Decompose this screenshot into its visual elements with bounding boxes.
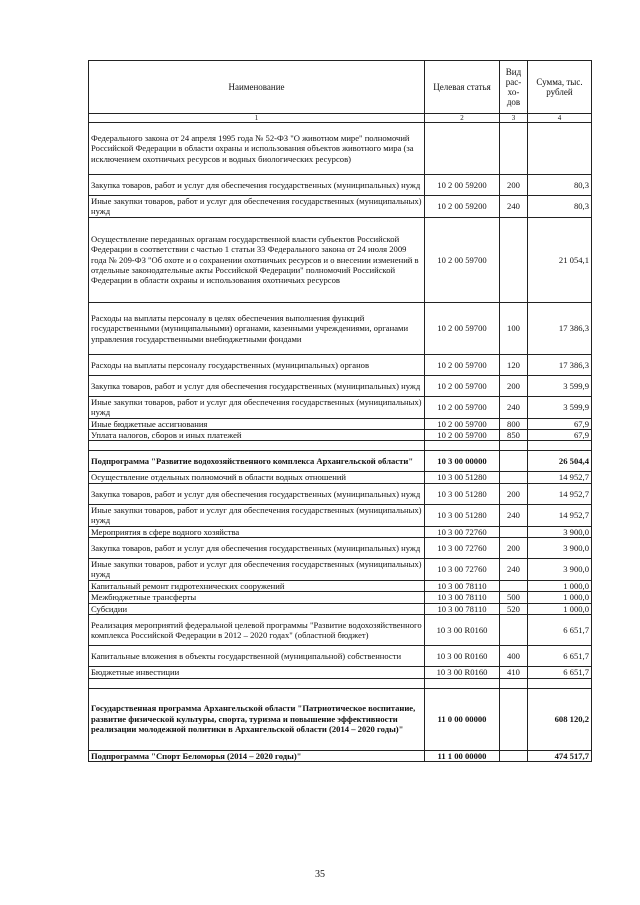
row-code: 10 2 00 59700	[425, 217, 500, 302]
table-row	[89, 646, 592, 667]
row-sum: 14 952,7	[528, 472, 592, 483]
row-sum: 14 952,7	[528, 504, 592, 526]
row-expense-type: 240	[500, 504, 528, 526]
row-code: 10 2 00 59700	[425, 375, 500, 396]
empty-cell	[89, 678, 425, 688]
table-row	[89, 750, 592, 761]
row-code: 10 3 00 51280	[425, 472, 500, 483]
empty-cell	[500, 678, 528, 688]
row-code: 10 3 00 72760	[425, 538, 500, 559]
row-code: 10 2 00 59700	[425, 302, 500, 354]
row-name: Иные закупки товаров, работ и услуг для обеспечения государственных (муниципальных) нужд	[89, 396, 425, 418]
row-expense-type: 800	[500, 418, 528, 429]
row-sum: 608 120,2	[528, 688, 592, 750]
row-code: 10 3 00 R0160	[425, 615, 500, 646]
row-expense-type	[500, 526, 528, 537]
empty-cell	[528, 678, 592, 688]
row-expense-type: 200	[500, 483, 528, 504]
row-code: 10 3 00 00000	[425, 451, 500, 472]
column-number-row	[89, 114, 592, 123]
row-name: Расходы на выплаты персоналу в целях обеспечения выполнения функций государственными (муниципальными) органами, казенными учреждениями, органами управления государственными внебюджетными фондами	[89, 302, 425, 354]
table-row	[89, 375, 592, 396]
table-header-row	[89, 61, 592, 114]
budget-table-body	[89, 61, 592, 762]
spacer-row	[89, 441, 592, 451]
row-expense-type: 410	[500, 667, 528, 678]
row-sum: 67,9	[528, 418, 592, 429]
table-row	[89, 559, 592, 581]
row-sum: 6 651,7	[528, 646, 592, 667]
row-name: Иные закупки товаров, работ и услуг для обеспечения государственных (муниципальных) нужд	[89, 559, 425, 581]
row-name: Субсидии	[89, 603, 425, 614]
row-name: Закупка товаров, работ и услуг для обеспечения государственных (муниципальных) нужд	[89, 175, 425, 196]
row-sum: 80,3	[528, 175, 592, 196]
row-expense-type: 850	[500, 430, 528, 441]
table-row	[89, 615, 592, 646]
row-expense-type	[500, 580, 528, 591]
row-sum: 3 900,0	[528, 538, 592, 559]
budget-table	[88, 60, 592, 762]
table-row	[89, 354, 592, 375]
row-name: Государственная программа Архангельской области "Патриотическое воспитание, развитие физической культуры, спорта, туризма и повышение эффективности реализации молодежной политики в Архангельской области (2014 – 2020 годы)"	[89, 688, 425, 750]
row-expense-type	[500, 615, 528, 646]
table-row	[89, 396, 592, 418]
table-row	[89, 451, 592, 472]
table-row	[89, 123, 592, 175]
table-row	[89, 217, 592, 302]
row-name: Иные закупки товаров, работ и услуг для обеспечения государственных (муниципальных) нужд	[89, 196, 425, 218]
row-expense-type: 200	[500, 538, 528, 559]
table-row	[89, 472, 592, 483]
table-row	[89, 504, 592, 526]
row-sum: 3 599,9	[528, 396, 592, 418]
row-expense-type: 120	[500, 354, 528, 375]
row-name: Осуществление переданных органам государственной власти субъектов Российской Федерации в соответствии с частью 1 статьи 33 Федерального закона от 24 июля 2009 года № 209-ФЗ "Об охоте и о сохранении охотничьих ресурсов и о внесении изменений в отдельные законодательные акты Российской Федерации" полномочий Российской Федерации в области охраны и использования охотничьих ресурсов	[89, 217, 425, 302]
empty-cell	[89, 441, 425, 451]
column-number: 2	[425, 114, 500, 123]
row-sum: 80,3	[528, 196, 592, 218]
row-code: 10 3 00 R0160	[425, 667, 500, 678]
page-number: 35	[315, 869, 325, 880]
row-expense-type: 400	[500, 646, 528, 667]
row-name: Осуществление отдельных полномочий в области водных отношений	[89, 472, 425, 483]
row-name: Подпрограмма "Развитие водохозяйственного комплекса Архангельской области"	[89, 451, 425, 472]
row-expense-type	[500, 472, 528, 483]
column-number: 4	[528, 114, 592, 123]
table-row	[89, 430, 592, 441]
row-sum: 17 386,3	[528, 354, 592, 375]
row-code: 10 3 00 78110	[425, 603, 500, 614]
row-sum: 21 054,1	[528, 217, 592, 302]
row-sum: 1 000,0	[528, 603, 592, 614]
table-row	[89, 688, 592, 750]
row-code: 10 3 00 78110	[425, 592, 500, 603]
row-code: 10 3 00 72760	[425, 559, 500, 581]
row-expense-type: 500	[500, 592, 528, 603]
row-name: Иные закупки товаров, работ и услуг для обеспечения государственных (муниципальных) нужд	[89, 504, 425, 526]
row-name: Федерального закона от 24 апреля 1995 года № 52-ФЗ "О животном мире" полномочий Российской Федерации в области охраны и использования объектов животного мира (за исключением охотничьих ресурсов и водных биологических ресурсов)	[89, 123, 425, 175]
row-name: Реализация мероприятий федеральной целевой программы "Развитие водохозяйственного комплекса Российской Федерации в 2012 – 2020 годах" (областной бюджет)	[89, 615, 425, 646]
header-expense-type: Вид рас-хо-дов	[500, 61, 528, 114]
row-code: 10 3 00 78110	[425, 580, 500, 591]
table-row	[89, 538, 592, 559]
row-code: 10 3 00 72760	[425, 526, 500, 537]
row-name: Капитальный ремонт гидротехнических сооружений	[89, 580, 425, 591]
row-expense-type	[500, 750, 528, 761]
row-name: Мероприятия в сфере водного хозяйства	[89, 526, 425, 537]
row-name: Межбюджетные трансферты	[89, 592, 425, 603]
column-number: 3	[500, 114, 528, 123]
row-name: Иные бюджетные ассигнования	[89, 418, 425, 429]
row-code: 11 0 00 00000	[425, 688, 500, 750]
row-sum: 3 900,0	[528, 526, 592, 537]
row-sum: 14 952,7	[528, 483, 592, 504]
row-sum: 26 504,4	[528, 451, 592, 472]
row-expense-type	[500, 217, 528, 302]
row-name: Закупка товаров, работ и услуг для обеспечения государственных (муниципальных) нужд	[89, 375, 425, 396]
row-name: Расходы на выплаты персоналу государственных (муниципальных) органов	[89, 354, 425, 375]
row-sum: 17 386,3	[528, 302, 592, 354]
table-row	[89, 483, 592, 504]
row-name: Бюджетные инвестиции	[89, 667, 425, 678]
table-row	[89, 196, 592, 218]
row-code: 10 2 00 59200	[425, 196, 500, 218]
row-code: 10 3 00 R0160	[425, 646, 500, 667]
row-code: 10 2 00 59700	[425, 430, 500, 441]
row-expense-type: 200	[500, 375, 528, 396]
table-row	[89, 592, 592, 603]
table-row	[89, 418, 592, 429]
header-name: Наименование	[89, 61, 425, 114]
table-row	[89, 302, 592, 354]
column-number: 1	[89, 114, 425, 123]
header-code: Целевая статья	[425, 61, 500, 114]
row-sum: 3 900,0	[528, 559, 592, 581]
row-name: Закупка товаров, работ и услуг для обеспечения государственных (муниципальных) нужд	[89, 538, 425, 559]
row-sum: 6 651,7	[528, 615, 592, 646]
row-code: 10 2 00 59700	[425, 354, 500, 375]
row-sum: 6 651,7	[528, 667, 592, 678]
row-sum: 67,9	[528, 430, 592, 441]
empty-cell	[500, 441, 528, 451]
row-expense-type: 240	[500, 559, 528, 581]
empty-cell	[425, 441, 500, 451]
row-sum	[528, 123, 592, 175]
row-expense-type: 520	[500, 603, 528, 614]
row-expense-type: 200	[500, 175, 528, 196]
row-name: Закупка товаров, работ и услуг для обеспечения государственных (муниципальных) нужд	[89, 483, 425, 504]
row-code: 10 2 00 59700	[425, 396, 500, 418]
table-row	[89, 175, 592, 196]
row-code: 10 2 00 59700	[425, 418, 500, 429]
row-name: Подпрограмма "Спорт Беломорья (2014 – 2020 годы)"	[89, 750, 425, 761]
empty-cell	[425, 678, 500, 688]
row-code: 10 3 00 51280	[425, 504, 500, 526]
row-code: 10 2 00 59200	[425, 175, 500, 196]
table-row	[89, 667, 592, 678]
row-expense-type	[500, 123, 528, 175]
row-expense-type	[500, 688, 528, 750]
row-name: Уплата налогов, сборов и иных платежей	[89, 430, 425, 441]
empty-cell	[528, 441, 592, 451]
spacer-row	[89, 678, 592, 688]
row-name: Капитальные вложения в объекты государственной (муниципальной) собственности	[89, 646, 425, 667]
row-sum: 3 599,9	[528, 375, 592, 396]
row-sum: 1 000,0	[528, 580, 592, 591]
row-expense-type: 240	[500, 396, 528, 418]
row-sum: 474 517,7	[528, 750, 592, 761]
row-code: 11 1 00 00000	[425, 750, 500, 761]
table-row	[89, 526, 592, 537]
header-sum: Сумма, тыс. рублей	[528, 61, 592, 114]
row-code	[425, 123, 500, 175]
row-code: 10 3 00 51280	[425, 483, 500, 504]
row-expense-type	[500, 451, 528, 472]
row-expense-type: 240	[500, 196, 528, 218]
row-sum: 1 000,0	[528, 592, 592, 603]
row-expense-type: 100	[500, 302, 528, 354]
table-row	[89, 603, 592, 614]
table-row	[89, 580, 592, 591]
